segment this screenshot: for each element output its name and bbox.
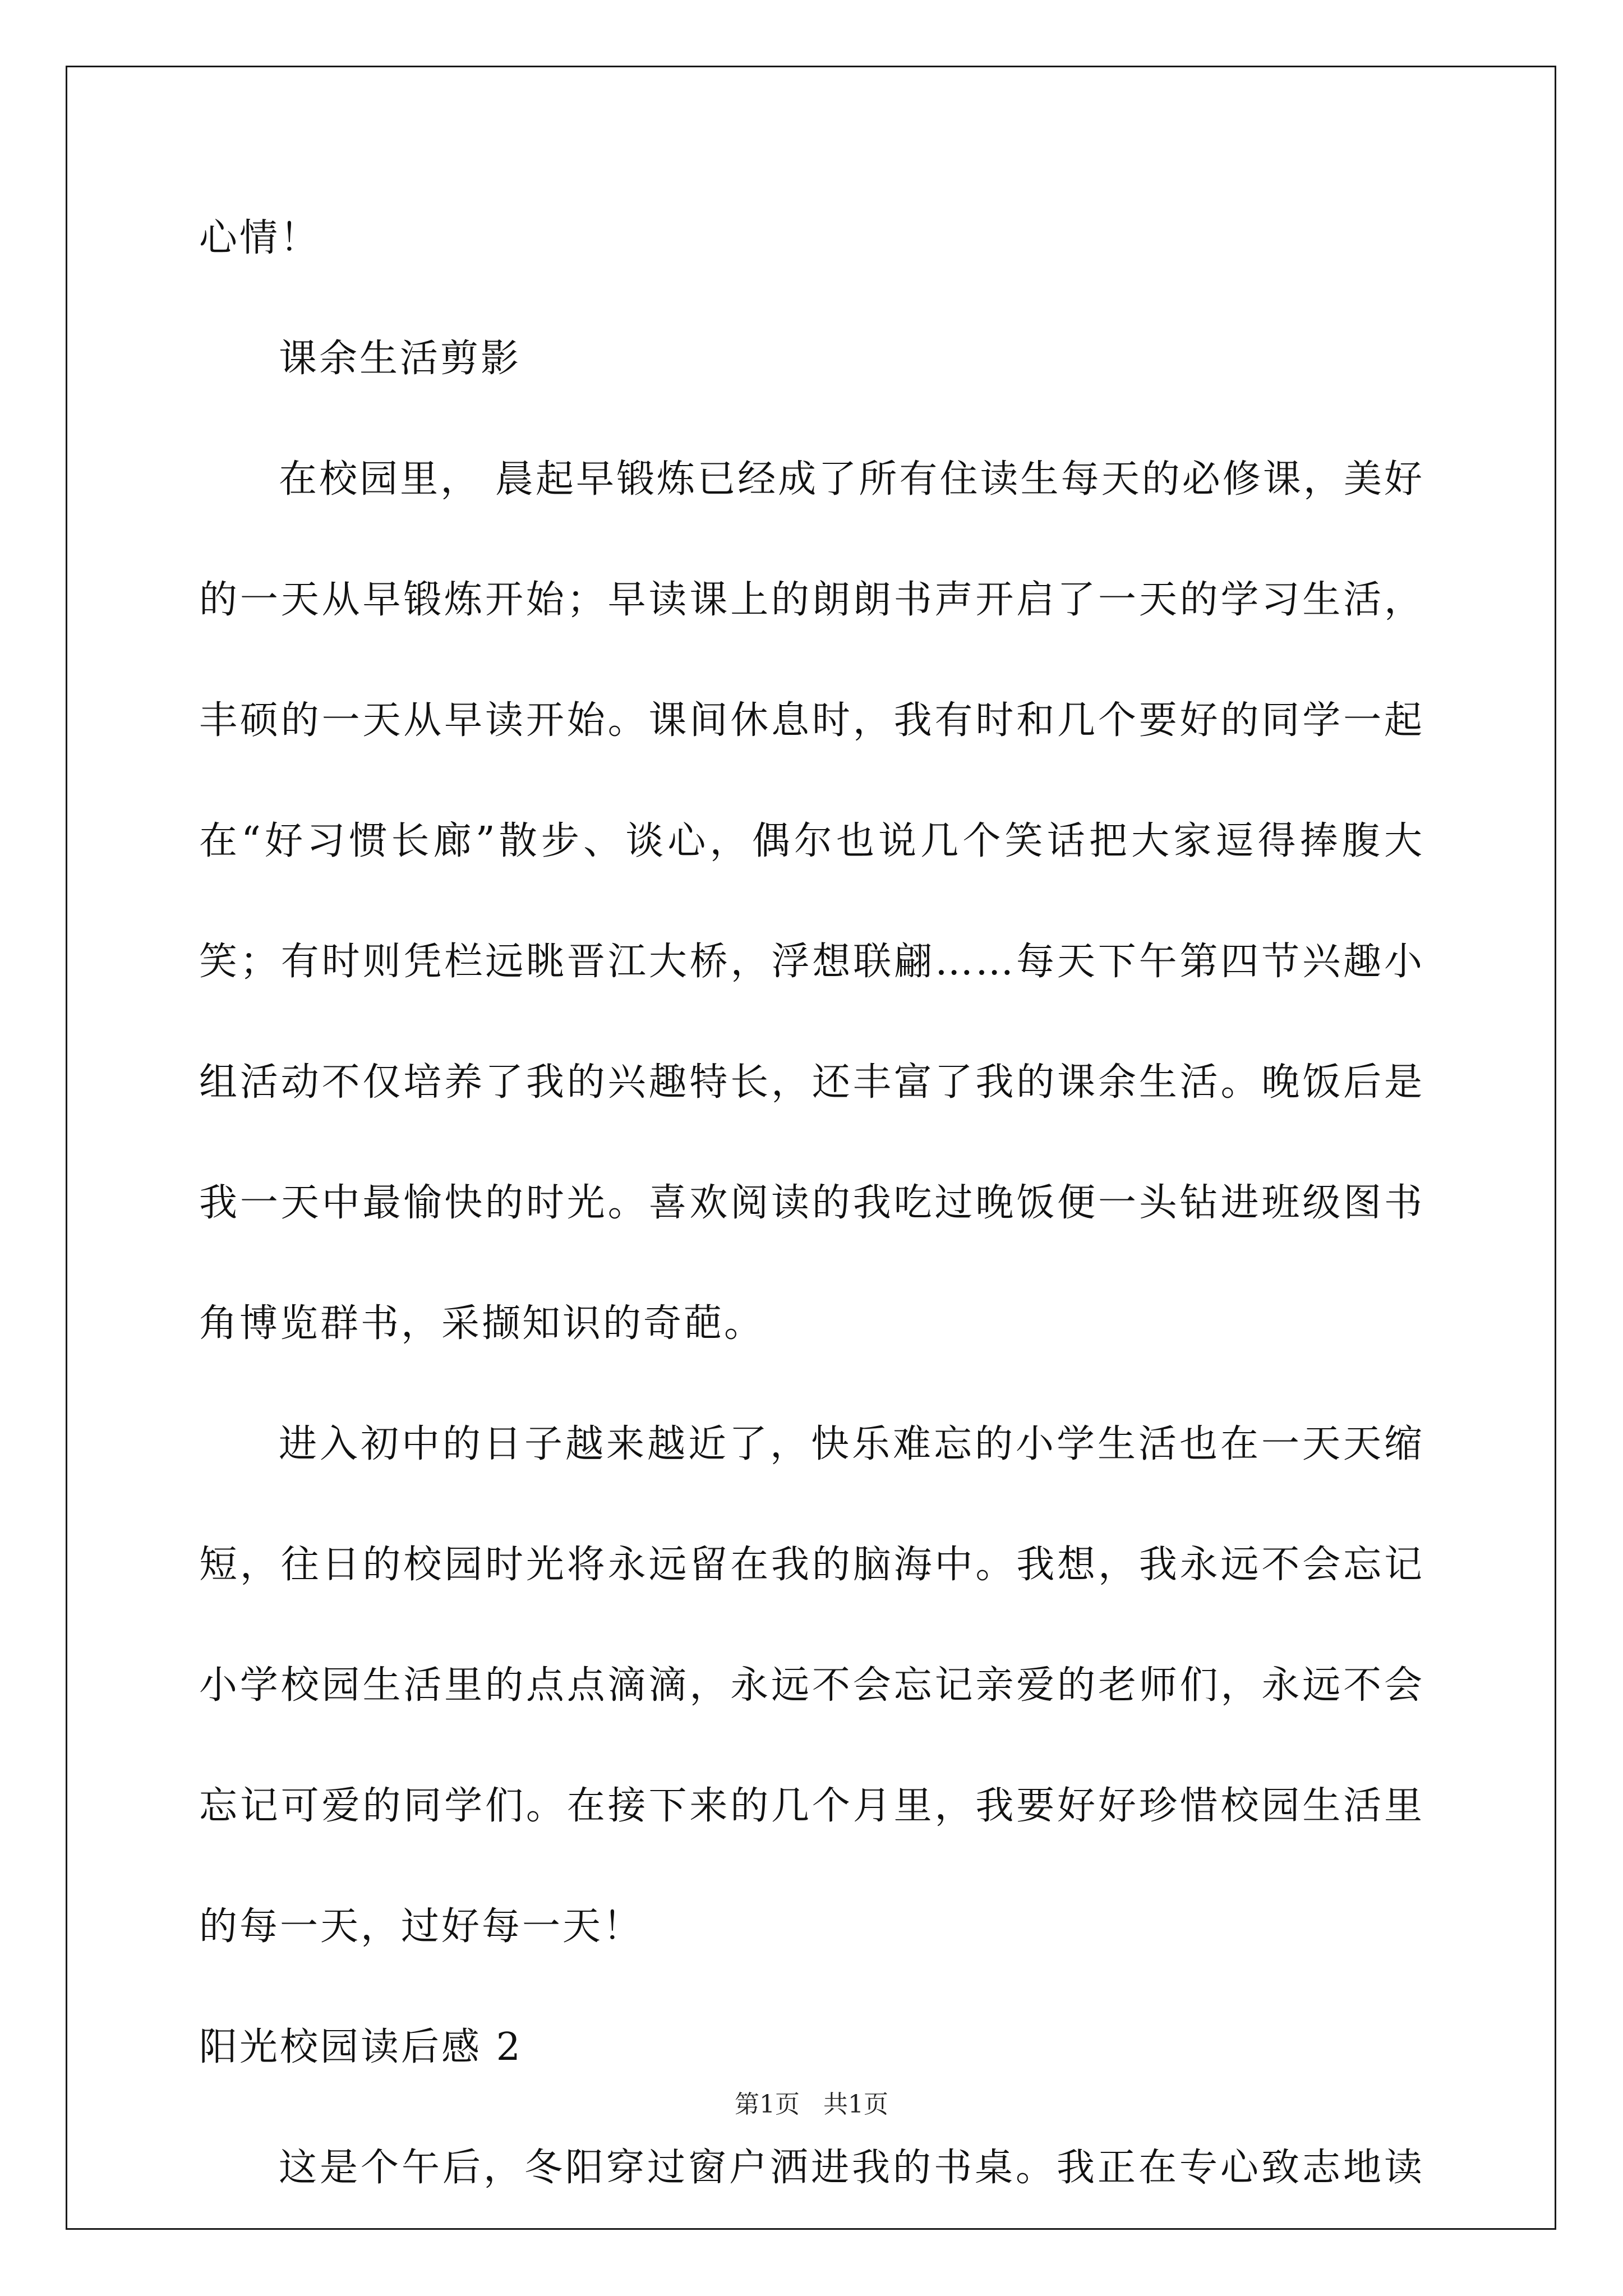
paragraph-line: 笑；有时则凭栏远眺晋江大桥，浮想联翩……每天下午第四节兴趣小: [199, 940, 1424, 984]
paragraph-line: 在校园里， 晨起早锻炼已经成了所有住读生每天的必修课，美好: [279, 457, 1424, 501]
essay-title: 阳光校园读后感 2: [199, 2025, 523, 2069]
paragraph-line: 小学校园生活里的点点滴滴，永远不会忘记亲爱的老师们，永远不会: [199, 1663, 1424, 1708]
paragraph-line: 的每一天，过好每一天！: [199, 1904, 644, 1949]
paragraph-line: 丰硕的一天从早读开始。课间休息时，我有时和几个要好的同学一起: [199, 698, 1424, 743]
paragraph-line: 短，往日的校园时光将永远留在我的脑海中。我想，我永远不会忘记: [199, 1543, 1424, 1587]
page-number-footer: 第1页 共1页: [735, 2090, 888, 2119]
paragraph-line: 我一天中最愉快的时光。喜欢阅读的我吃过晚饭便一头钻进班级图书: [199, 1181, 1424, 1225]
paragraph-line: 组活动不仅培养了我的兴趣特长，还丰富了我的课余生活。晚饭后是: [199, 1060, 1424, 1105]
paragraph-line: 进入初中的日子越来越近了，快乐难忘的小学生活也在一天天缩: [279, 1422, 1424, 1466]
paragraph-line: 这是个午后，冬阳穿过窗户洒进我的书桌。我正在专心致志地读: [279, 2146, 1424, 2190]
paragraph-line: 角博览群书，采撷知识的奇葩。: [199, 1301, 765, 1346]
paragraph-line: 在“好习惯长廊”散步、谈心，偶尔也说几个笑话把大家逗得捧腹大: [199, 819, 1424, 863]
text-line: 心情！: [199, 216, 321, 260]
paragraph-line: 的一天从早锻炼开始；早读课上的朗朗书声开启了一天的学习生活，: [199, 578, 1424, 622]
section-heading: 课余生活剪影: [279, 337, 522, 381]
paragraph-line: 忘记可爱的同学们。在接下来的几个月里，我要好好珍惜校园生活里: [199, 1784, 1424, 1828]
